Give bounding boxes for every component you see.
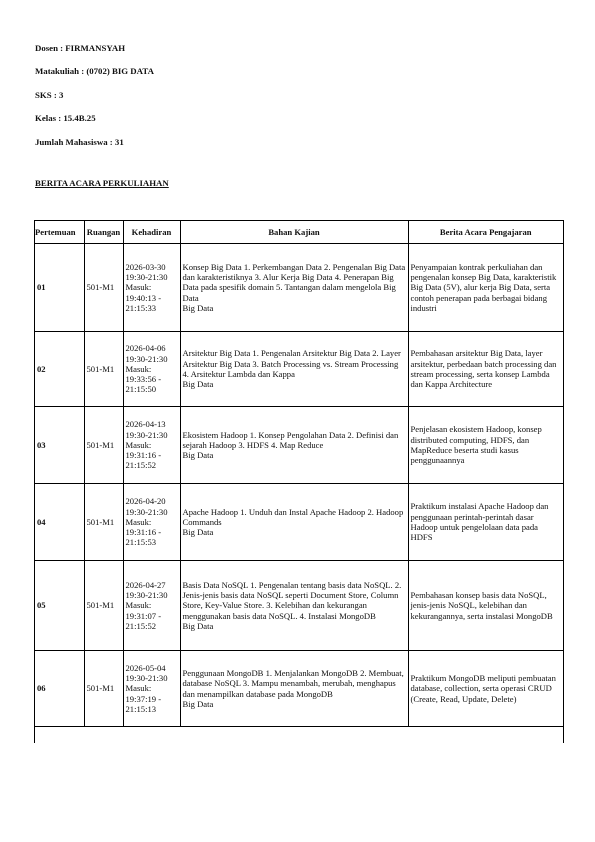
table-row [35, 407, 563, 484]
credits-line: SKS : 3 [35, 89, 64, 100]
lecturer-line: Dosen : FIRMANSYAH [35, 43, 126, 53]
room: 501-M1 [84, 332, 123, 407]
attendance: 2026-04-27 19:30-21:30 Masuk: 19:31:07 - 21:15:52 [123, 561, 180, 651]
header-berita-acara: Berita Acara Pengajaran [408, 221, 563, 244]
study-material-text: Penggunaan MongoDB 1. Menjalankan MongoDB 2. Membuat, database NoSQL 3. Mampu menambah, merubah, menghapus dan menampilkan database pada MongoDB [182, 667, 404, 699]
teaching-report: Praktikum instalasi Apache Hadoop dan penggunaan perintah-perintah dasar Hadoop untuk pengelolaan data pada HDFS [408, 484, 563, 561]
teaching-report: Praktikum MongoDB meliputi pembuatan database, collection, serta operasi CRUD (Create, Read, Update, Delete) [408, 651, 563, 727]
study-material [180, 561, 408, 651]
teaching-report: Penyampaian kontrak perkuliahan dan pengenalan konsep Big Data, karakteristik Big Data (5V), alur kerja Big Data, serta contoh penerapan pada berbagai bidang industri [408, 244, 563, 332]
table-row [35, 651, 563, 727]
table-row [35, 561, 563, 651]
study-material-course: Big Data [182, 698, 214, 709]
attendance: 2026-04-20 19:30-21:30 Masuk: 19:31:16 - 21:15:53 [123, 484, 180, 561]
header-ruangan: Ruangan [84, 221, 123, 244]
attendance: 2026-03-30 19:30-21:30 Masuk: 19:40:13 - 21:15:33 [123, 244, 180, 332]
attendance: 2026-05-04 19:30-21:30 Masuk: 19:37:19 - 21:15:13 [123, 651, 180, 727]
study-material-course: Big Data [182, 302, 214, 313]
teaching-report: Pembahasan arsitektur Big Data, layer arsitektur, perbedaan batch processing dan stream processing, serta konsep Lambda dan Kappa Architecture [408, 332, 563, 407]
table-row [35, 484, 563, 561]
header-bahan-kajian: Bahan Kajian [180, 221, 408, 244]
room: 501-M1 [84, 561, 123, 651]
meeting-number: 03 [35, 407, 84, 484]
study-material [180, 332, 408, 407]
study-material-course: Big Data [182, 450, 214, 461]
study-material [180, 651, 408, 727]
section-title: BERITA ACARA PERKULIAHAN [35, 178, 169, 188]
study-material-text: Konsep Big Data 1. Perkembangan Data 2. Pengenalan Big Data dan karakteristiknya 3. Alur Kerja Big Data 4. Penerapan Big Data pada spesifik domain 5. Tantangan dalam mengelola Big Data [182, 261, 406, 303]
course-line: Matakuliah : (0702) BIG DATA [35, 66, 154, 77]
study-material [180, 244, 408, 332]
attendance: 2026-04-06 19:30-21:30 Masuk: 19:33:56 - 21:15:50 [123, 332, 180, 407]
study-material-text: Apache Hadoop 1. Unduh dan Instal Apache Hadoop 2. Hadoop Commands [182, 506, 404, 527]
room: 501-M1 [84, 407, 123, 484]
meeting-number: 06 [35, 651, 84, 727]
study-material-text: Arsitektur Big Data 1. Pengenalan Arsitektur Big Data 2. Layer Arsitektur Big Data 3. Batch Processing vs. Stream Processing 4. Arsitektur Lambda dan Kappa [182, 348, 401, 379]
study-material-course: Big Data [182, 620, 214, 631]
teaching-report: Pembahasan konsep basis data NoSQL, jenis-jenis NoSQL, kelebihan dan kekurangannya, serta instalasi MongoDB [408, 561, 563, 651]
room: 501-M1 [84, 484, 123, 561]
table-row [35, 244, 563, 332]
study-material [180, 407, 408, 484]
table-row [35, 332, 563, 407]
study-material-text: Basis Data NoSQL 1. Pengenalan tentang basis data NoSQL. 2. Jenis-jenis basis data NoSQL seperti Document Store, Column Store, Key-Value Store. 3. Kelebihan dan kekurangan menggunakan basis data NoSQL. 4. Instalasi MongoDB [182, 579, 402, 621]
study-material-course: Big Data [182, 527, 214, 538]
room: 501-M1 [84, 651, 123, 727]
header-pertemuan: Pertemuan [35, 221, 84, 244]
study-material-text: Ekosistem Hadoop 1. Konsep Pengolahan Data 2. Definisi dan sejarah Hadoop 3. HDFS 4. Map Reduce [182, 429, 399, 450]
meeting-number: 05 [35, 561, 84, 651]
meeting-number: 01 [35, 244, 84, 332]
meeting-number: 04 [35, 484, 84, 561]
header-kehadiran: Kehadiran [123, 221, 180, 244]
study-material [180, 484, 408, 561]
meeting-number: 02 [35, 332, 84, 407]
teaching-report: Penjelasan ekosistem Hadoop, konsep distributed computing, HDFS, dan MapReduce beserta studi kasus penggunaannya [408, 407, 563, 484]
student-count-line: Jumlah Mahasiswa : 31 [35, 136, 124, 147]
course-info [35, 42, 154, 159]
study-material-course: Big Data [182, 379, 214, 390]
table-header-row [35, 221, 563, 244]
attendance: 2026-04-13 19:30-21:30 Masuk: 19:31:16 - 21:15:52 [123, 407, 180, 484]
room: 501-M1 [84, 244, 123, 332]
lecture-report-table [34, 220, 564, 743]
class-line: Kelas : 15.4B.25 [35, 113, 96, 124]
